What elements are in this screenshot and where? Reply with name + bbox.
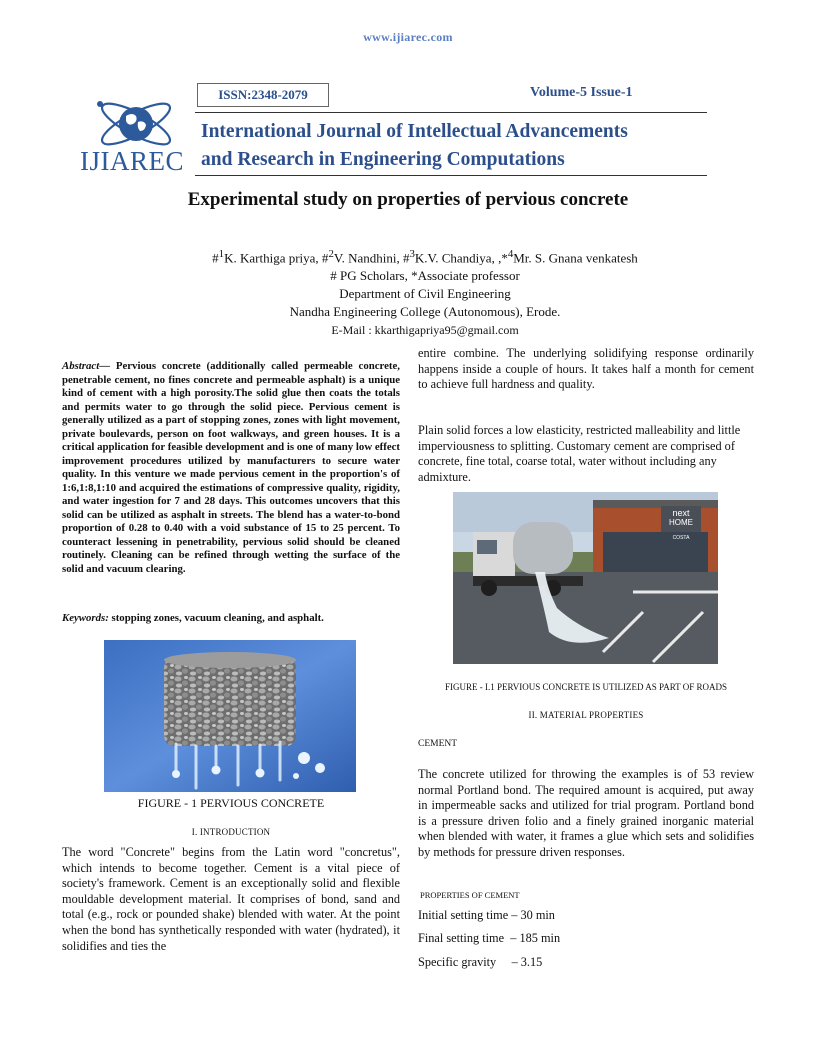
- right-paragraph-2: Plain solid forces a low elasticity, restricted malleability and little imperviousness to splitting. Customary cement are comprised of concrete, fine total, coarse total, water without including any admixture.: [418, 423, 741, 484]
- keywords-text: stopping zones, vacuum cleaning, and asphalt.: [108, 612, 324, 624]
- abstract: [62, 360, 400, 576]
- author-email[interactable]: E-Mail : kkarthigapriya95@gmail.com: [331, 323, 519, 338]
- author-sup: 2: [328, 248, 334, 260]
- abstract-text: Pervious concrete (additionally called permeable concrete, penetrable cement, no fines concrete and permeable asphalt) is a unique kind of cement with a high porosity.The solid glue then coats the totals and permits water to go through the solid piece. Pervious cement is generally utilized as a part of stopping zones, zones with light movement, private boulevards, person on foot walkways, and green houses. It is a critical application for feasible development and is one of many low effect improvement procedures utilized by manufacturers to secure water quality. In this venture we made pervious cement in the proportion's of 1:6,1:8,1:10 and acquired the estimations of compressive quality, rigidity, and water ingestion for 7 and 28 days. This outcomes uncovers that this solid can be utilized as asphalt in streets. The blend has a water-to-bond proportion of 0.28 to 0.40 with a void substance of 15 to 25 percent. To counteract lessening in penetrability, pervious solid should be cleaned routinely. Cleaning can be refined through wetting the surface of the solid and vacuum clearing.: [62, 360, 400, 575]
- globe-icon: [80, 92, 192, 152]
- author-sup: 3: [409, 248, 415, 260]
- issn-box: ISSN:2348-2079: [197, 83, 329, 107]
- author-2: V. Nandhini, #: [333, 250, 410, 266]
- author-college: Nandha Engineering College (Autonomous), Erode.: [289, 304, 561, 320]
- figure-pervious-concrete-image: [104, 640, 356, 792]
- abstract-label: Abstract—: [62, 360, 110, 372]
- header-rule-top: [195, 112, 707, 113]
- logo-text: IJIAREC: [80, 146, 184, 176]
- initial-setting-time: Initial setting time – 30 min: [418, 908, 555, 922]
- volume-issue: Volume-5 Issue-1: [530, 85, 633, 100]
- site-url[interactable]: www.ijiarec.com: [363, 30, 453, 44]
- header-rule-bottom: [195, 175, 707, 176]
- journal-name: [201, 118, 628, 174]
- author-sup: 1: [218, 248, 225, 260]
- journal-name-line1: International Journal of Intellectual Advancements: [201, 121, 628, 142]
- author-names: [0, 245, 816, 267]
- introduction-text: The word "Concrete" begins from the Latin word "concretus", which intends to become together. Cement is a vital piece of society's framework. Cement is an exceptionally solid and flexible mouldable development material. It comprises of bond, sand and total (e.g., rock or pounded shake) blended with water. At the point when the bond has synthetically responded with water (hydrated), it solidifies and ties the: [62, 845, 400, 953]
- store-sign-costa: COSTA: [672, 535, 690, 541]
- author-4: Mr. S. Gnana venkatesh: [513, 250, 638, 266]
- figure-2-caption: FIGURE - I.1 PERVIOUS CONCRETE IS UTILIZED AS PART OF ROADS: [444, 682, 727, 692]
- paper-title: Experimental study on properties of pervious concrete: [187, 189, 629, 210]
- author-3: K.V. Chandiya, ,*: [414, 250, 508, 266]
- figure-1-caption: FIGURE - 1 PERVIOUS CONCRETE: [137, 796, 325, 810]
- cement-subheading: CEMENT: [418, 739, 458, 749]
- right-paragraph-1: entire combine. The underlying solidifying response ordinarily happens inside a couple of hours. It takes half a month for cement to achieve full hardness and quality.: [418, 346, 754, 392]
- author-1: K. Karthiga priya, #: [224, 250, 329, 266]
- final-setting-time: Final setting time – 185 min: [418, 931, 561, 945]
- specific-gravity: Specific gravity – 3.15: [418, 955, 543, 969]
- figure-road-image: [453, 492, 718, 664]
- section-introduction-heading: I. INTRODUCTION: [191, 827, 271, 837]
- section-material-heading: II. MATERIAL PROPERTIES: [528, 710, 644, 720]
- author-sup: 4: [507, 248, 514, 260]
- author-block: [0, 245, 816, 339]
- properties-subheading: PROPERTIES OF CEMENT: [420, 890, 520, 900]
- author-roles: # PG Scholars, *Associate professor: [330, 268, 520, 284]
- keywords: [62, 612, 400, 624]
- journal-name-line2: and Research in Engineering Computations: [201, 149, 565, 170]
- journal-logo: [80, 92, 192, 174]
- store-sign-next: next: [672, 508, 690, 518]
- author-marker: #: [212, 250, 219, 266]
- cement-text: The concrete utilized for throwing the examples is of 53 review normal Portland bond. The required amount is acquired, put away in impermeable sacks and utilized for trial program. Portland bond is a pressure driven folio and a finely grained inorganic material when blended with water, it frames a glue which sets and solidifies by methods for pressure driven responses.: [418, 767, 754, 859]
- author-department: Department of Civil Engineering: [339, 286, 511, 302]
- keywords-label: Keywords:: [62, 612, 109, 624]
- store-sign-home: HOME: [669, 518, 693, 527]
